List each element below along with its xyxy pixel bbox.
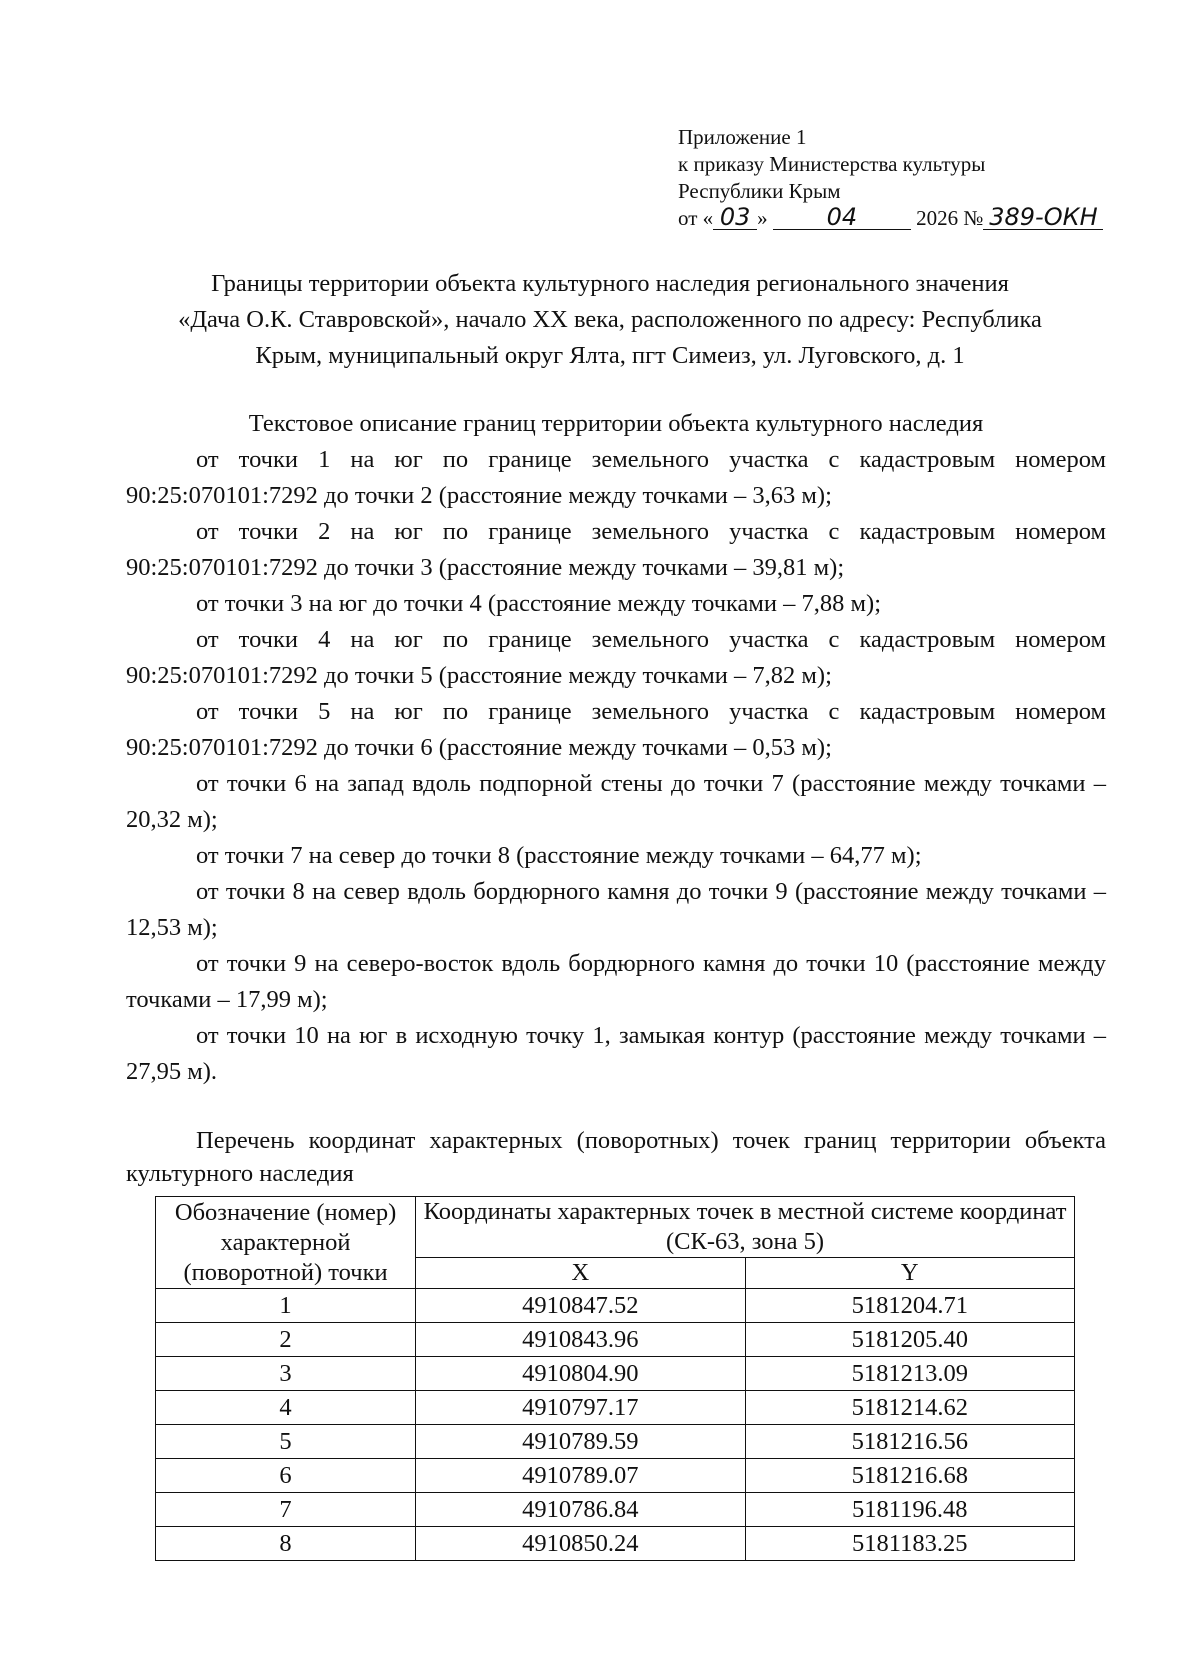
order-number: 389-ОКН	[983, 205, 1103, 230]
coordinates-table	[155, 1196, 1075, 1561]
y-coordinate: 5181183.25	[745, 1527, 1074, 1561]
title-line-1: Границы территории объекта культурного наследия регионального значения	[211, 270, 1009, 297]
table-row	[156, 1357, 1075, 1391]
table-row	[156, 1289, 1075, 1323]
description-paragraph: от точки 9 на северо-восток вдоль бордюрного камня до точки 10 (расстояние между точками – 17,99 м);	[126, 950, 1106, 1013]
y-coordinate: 5181205.40	[745, 1323, 1074, 1357]
point-number: 7	[156, 1493, 416, 1527]
table-row	[156, 1493, 1075, 1527]
description-paragraph: от точки 2 на юг по границе земельного участка с кадастровым номером 90:25:070101:7292 до точки 3 (расстояние между точками – 39,81 м);	[126, 518, 1106, 581]
table-row	[156, 1459, 1075, 1493]
point-number: 2	[156, 1323, 416, 1357]
appendix-label: Приложение 1	[678, 125, 807, 149]
date-prefix: от «	[678, 206, 714, 230]
point-number: 3	[156, 1357, 416, 1391]
x-coordinate: 4910847.52	[416, 1289, 745, 1323]
boundary-description	[126, 406, 1106, 1090]
description-paragraph: от точки 6 на запад вдоль подпорной стены до точки 7 (расстояние между точками – 20,32 м);	[126, 770, 1106, 833]
y-coordinate: 5181196.48	[745, 1493, 1074, 1527]
table-row	[156, 1391, 1075, 1425]
issuer-name: Республики Крым	[678, 179, 841, 203]
y-coordinate: 5181214.62	[745, 1391, 1074, 1425]
point-number: 5	[156, 1425, 416, 1459]
date-month: 04	[773, 205, 911, 230]
order-reference: к приказу Министерства культуры	[678, 152, 986, 176]
x-coordinate: 4910797.17	[416, 1391, 745, 1425]
point-number: 1	[156, 1289, 416, 1323]
table-row	[156, 1323, 1075, 1357]
description-paragraph: от точки 1 на юг по границе земельного участка с кадастровым номером 90:25:070101:7292 до точки 2 (расстояние между точками – 3,63 м);	[126, 446, 1106, 509]
point-number: 4	[156, 1391, 416, 1425]
x-coordinate: 4910850.24	[416, 1527, 745, 1561]
y-coordinate: 5181213.09	[745, 1357, 1074, 1391]
x-column-header: X	[416, 1258, 745, 1289]
title-line-2: «Дача О.К. Ставровской», начало XX века, расположенного по адресу: Республика	[178, 306, 1042, 333]
x-coordinate: 4910789.59	[416, 1425, 745, 1459]
table-row	[156, 1527, 1075, 1561]
description-paragraph: от точки 8 на север вдоль бордюрного камня до точки 9 (расстояние между точками – 12,53 м);	[126, 878, 1106, 941]
table-row	[156, 1425, 1075, 1459]
order-date-line	[678, 205, 1103, 232]
x-coordinate: 4910786.84	[416, 1493, 745, 1527]
y-column-header: Y	[745, 1258, 1074, 1289]
description-paragraph: от точки 3 на юг до точки 4 (расстояние между точками – 7,88 м);	[196, 590, 882, 617]
y-coordinate: 5181216.56	[745, 1425, 1074, 1459]
point-number: 8	[156, 1527, 416, 1561]
title-line-3: Крым, муниципальный округ Ялта, пгт Симеиз, ул. Луговского, д. 1	[255, 342, 965, 369]
y-coordinate: 5181204.71	[745, 1289, 1074, 1323]
date-day: 03	[713, 205, 757, 230]
description-heading: Текстовое описание границ территории объекта культурного наследия	[248, 410, 984, 437]
date-year: 2026 №	[916, 206, 984, 230]
description-paragraph: от точки 10 на юг в исходную точку 1, замыкая контур (расстояние между точками – 27,95 м).	[126, 1022, 1106, 1085]
point-column-header: Обозначение (номер) характерной (поворотной) точки	[156, 1197, 416, 1289]
coordinates-group-header: Координаты характерных точек в местной системе координат (СК-63, зона 5)	[416, 1197, 1075, 1258]
appendix-header	[678, 124, 1103, 232]
x-coordinate: 4910843.96	[416, 1323, 745, 1357]
description-paragraph: от точки 4 на юг по границе земельного участка с кадастровым номером 90:25:070101:7292 до точки 5 (расстояние между точками – 7,82 м);	[126, 626, 1106, 689]
coordinates-heading: Перечень координат характерных (поворотных) точек границ территории объекта культурного наследия	[126, 1127, 1106, 1187]
x-coordinate: 4910804.90	[416, 1357, 745, 1391]
date-mid: »	[757, 206, 768, 230]
x-coordinate: 4910789.07	[416, 1459, 745, 1493]
description-paragraph: от точки 5 на юг по границе земельного участка с кадастровым номером 90:25:070101:7292 до точки 6 (расстояние между точками – 0,53 м);	[126, 698, 1106, 761]
description-paragraph: от точки 7 на север до точки 8 (расстояние между точками – 64,77 м);	[196, 842, 922, 869]
document-title	[110, 266, 1110, 374]
y-coordinate: 5181216.68	[745, 1459, 1074, 1493]
point-number: 6	[156, 1459, 416, 1493]
